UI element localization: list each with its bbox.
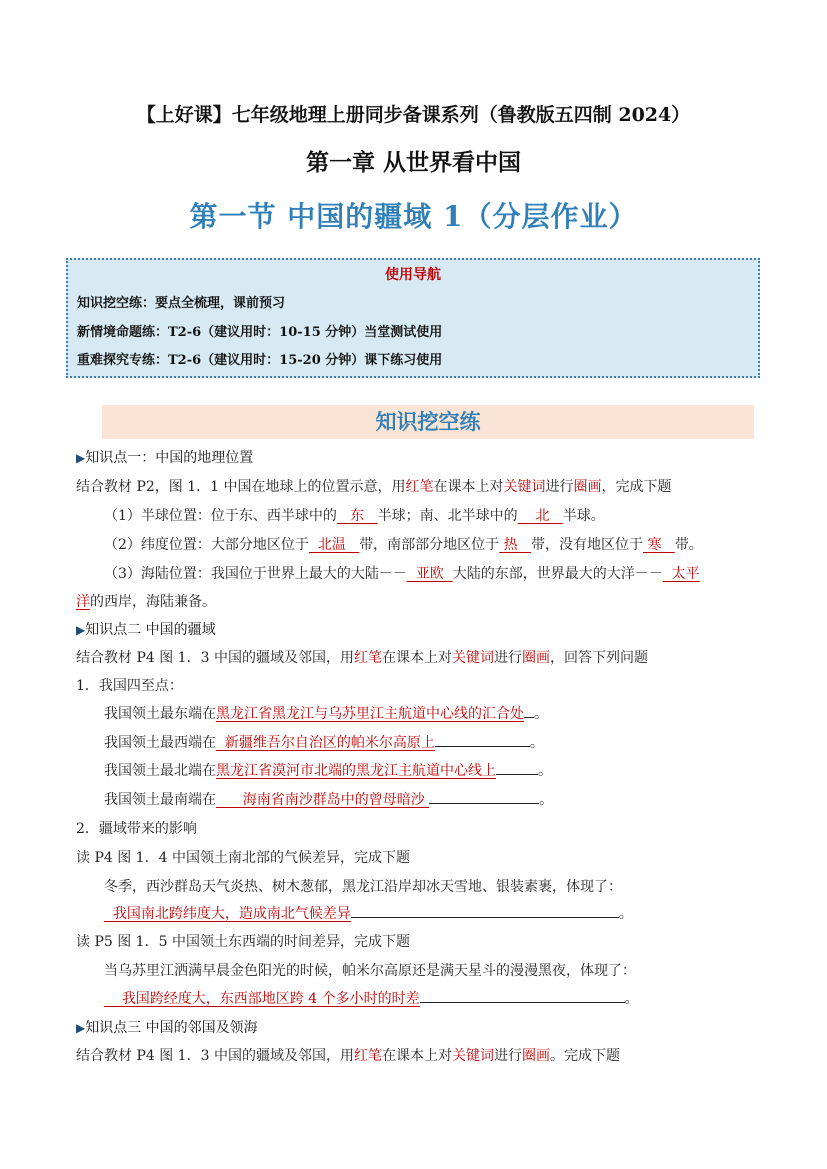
- knowledge-point-3-title: ▶知识点三 中国的邻国及领海: [76, 1020, 258, 1036]
- extreme-point-east: 我国领土最东端在黑龙江省黑龙江与乌苏里江主航道中心线的汇合处 。: [104, 703, 548, 723]
- triangle-bullet-icon: ▶: [76, 623, 86, 637]
- kp2-read-figure-1-4: 读 P4 图 1．4 中国领土南北部的气候差异，完成下题: [76, 850, 410, 866]
- kp1-question-1: （1）半球位置：位于东、西半球中的 东 半球；南、北半球中的 北 半球。: [104, 508, 605, 524]
- knowledge-point-2-title: ▶知识点二 中国的疆域: [76, 622, 216, 638]
- kp2-read-figure-1-5: 读 P5 图 1．5 中国领土东西端的时间差异，完成下题: [76, 934, 410, 950]
- chapter-title: 第一章 从世界看中国: [305, 149, 521, 176]
- kp2-answer-1: 我国南北跨纬度大，造成南北气候差异 。: [104, 903, 633, 923]
- kp1-question-2: （2）纬度位置：大部分地区位于 北温 带，南部部分地区位于 热 带，没有地区位于 寒 带。: [104, 537, 703, 553]
- banner-title: 知识挖空练: [375, 409, 481, 434]
- kp1-question-3: （3）海陆位置：我国位于世界上最大的大陆－－ 亚欧 大陆的东部，世界最大的大洋－－ 太平: [104, 566, 700, 582]
- extreme-point-south: 我国领土最南端在 海南省南沙群岛中的曾母暗沙 。: [104, 789, 553, 809]
- guide-line: 新情境命题练：T2-6（建议用时：10-15 分钟）当堂测试使用: [77, 325, 443, 340]
- kp2-intro: 结合教材 P4 图 1．3 中国的疆域及邻国，用红笔在课本上对关键词进行圈画，回答下列问题: [76, 650, 648, 666]
- extreme-point-north: 我国领土最北端在黑龙江省漠河市北端的黑龙江主航道中心线上 。: [104, 760, 552, 780]
- kp2-winter-text: 冬季，西沙群岛天气炎热、树木葱郁，黑龙江沿岸却冰天雪地、银装素裹，体现了：: [104, 879, 622, 895]
- extreme-point-west: 我国领土最西端在 新疆维吾尔自治区的帕米尔高原上 。: [104, 732, 544, 752]
- section-title: 第一节 中国的疆域 1（分层作业）: [189, 200, 638, 233]
- kp1-intro: 结合教材 P2，图 1．1 中国在地球上的位置示意，用红笔在课本上对关键词进行圈画，完成下题: [76, 479, 672, 495]
- kp2-sub-heading-1: 1．我国四至点：: [76, 678, 183, 694]
- kp2-sub-heading-2: 2．疆域带来的影响: [76, 821, 197, 837]
- knowledge-point-1-title: ▶知识点一：中国的地理位置: [76, 450, 254, 466]
- kp1-question-3-cont: 洋的西岸，海陆兼备。: [76, 594, 216, 610]
- usage-guide-box: [66, 258, 760, 378]
- kp2-dawn-text: 当乌苏里江洒满早晨金色阳光的时候，帕米尔高原还是满天星斗的漫漫黑夜，体现了：: [104, 963, 636, 979]
- kp2-answer-2: 我国跨经度大，东西部地区跨 4 个多小时的时差 。: [104, 988, 639, 1008]
- guide-line: 重难探究专练：T2-6（建议用时：15-20 分钟）课下练习使用: [77, 353, 443, 368]
- triangle-bullet-icon: ▶: [76, 1021, 86, 1035]
- guide-line: 知识挖空练：要点全梳理，课前预习: [77, 296, 286, 311]
- usage-guide-title: 使用导航: [385, 267, 441, 283]
- series-title: 【上好课】七年级地理上册同步备课系列（鲁教版五四制 2024）: [136, 104, 691, 126]
- kp3-intro: 结合教材 P4 图 1．3 中国的疆域及邻国，用红笔在课本上对关键词进行圈画。完成下题: [76, 1048, 620, 1064]
- triangle-bullet-icon: ▶: [76, 451, 86, 465]
- section-banner: [102, 405, 754, 439]
